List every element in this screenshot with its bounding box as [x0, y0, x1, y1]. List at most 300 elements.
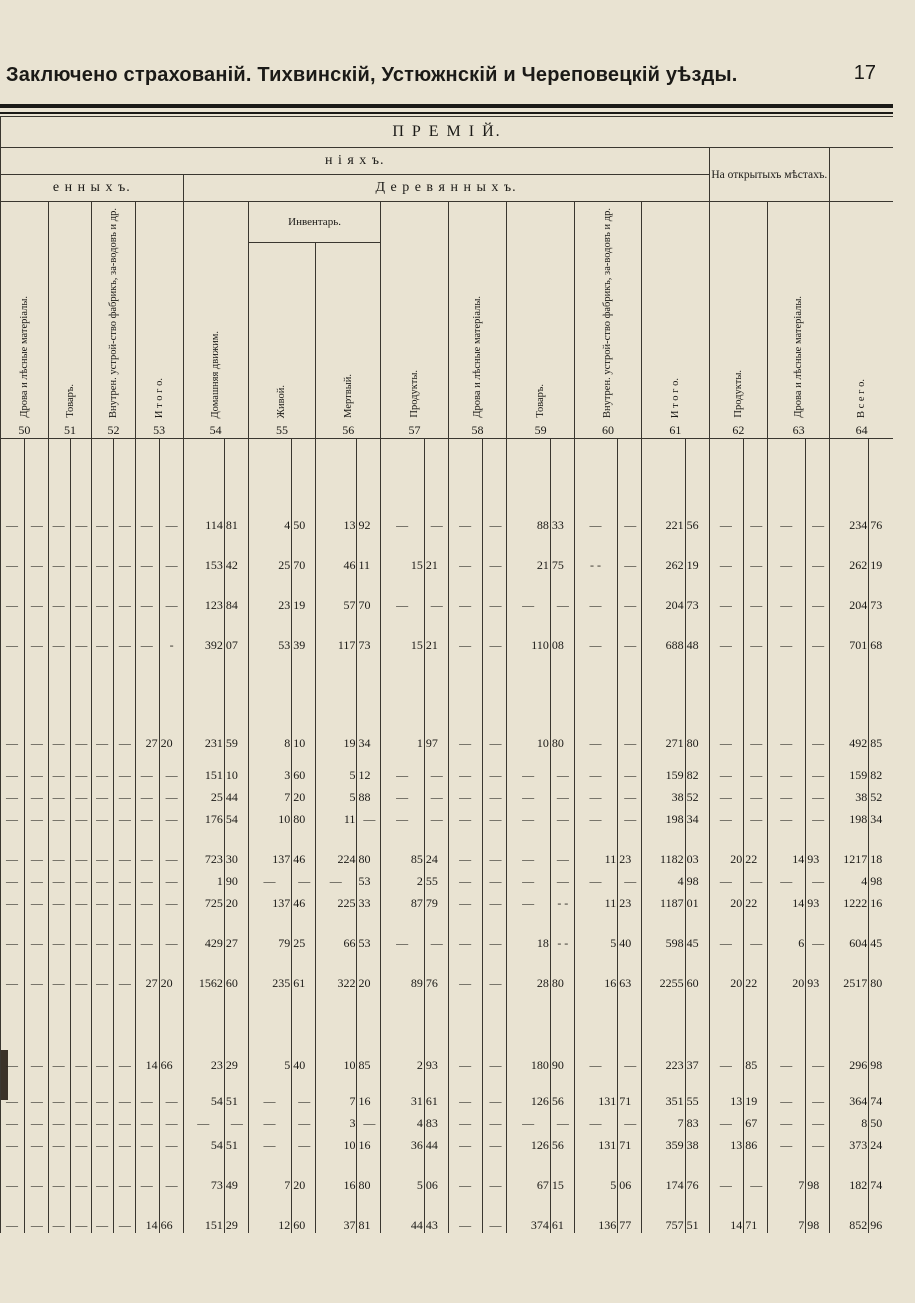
- kopeck-cell: —: [483, 1171, 507, 1193]
- ruble-cell: —: [768, 805, 806, 827]
- spacer-cell: [830, 991, 869, 1051]
- spacer-cell: [183, 1153, 224, 1171]
- col-53-header: И т о г о.: [135, 202, 183, 424]
- spacer-cell: [159, 751, 183, 761]
- ruble-cell: 359: [642, 1131, 685, 1153]
- spacer-cell: [357, 951, 381, 969]
- kopeck-cell: —: [114, 845, 136, 867]
- spacer-cell: [381, 573, 424, 591]
- kopeck-cell: - -: [550, 889, 574, 911]
- spacer-cell: [292, 827, 316, 845]
- spacer-cell: [744, 1193, 768, 1211]
- kopeck-cell: —: [806, 1051, 830, 1073]
- spacer-cell: [92, 827, 114, 845]
- kopeck-cell: —: [114, 889, 136, 911]
- spacer-cell: [316, 613, 357, 631]
- kopeck-cell: 61: [550, 1211, 574, 1233]
- spacer-cell: [483, 827, 507, 845]
- kopeck-cell: 98: [869, 1051, 893, 1073]
- ruble-cell: —: [1, 551, 25, 573]
- ruble-cell: —: [381, 805, 424, 827]
- kopeck-cell: —: [806, 867, 830, 889]
- spacer-cell: [830, 951, 869, 969]
- kopeck-cell: 56: [685, 511, 709, 533]
- ruble-cell: —: [709, 1051, 744, 1073]
- ruble-cell: —: [709, 805, 744, 827]
- kopeck-cell: —: [24, 729, 48, 751]
- col-59-header: Товаръ.: [507, 202, 574, 424]
- stone-header: е н н ы х ъ.: [1, 175, 184, 202]
- ruble-cell: 221: [642, 511, 685, 533]
- spacer-cell: [618, 951, 642, 969]
- table-body: [1, 439, 894, 1234]
- spacer-cell: [448, 613, 483, 631]
- kopeck-cell: 76: [424, 969, 448, 991]
- row-spacer: [1, 1073, 894, 1087]
- spacer-cell: [316, 751, 357, 761]
- ruble-cell: —: [135, 1109, 159, 1131]
- spacer-cell: [550, 439, 574, 512]
- spacer-cell: [114, 533, 136, 551]
- kopeck-cell: 73: [869, 591, 893, 613]
- spacer-cell: [448, 439, 483, 512]
- kopeck-cell: 93: [806, 889, 830, 911]
- kopeck-cell: —: [24, 867, 48, 889]
- spacer-cell: [550, 751, 574, 761]
- kopeck-cell: 25: [292, 929, 316, 951]
- ruble-cell: —: [768, 1131, 806, 1153]
- ruble-cell: 204: [830, 591, 869, 613]
- spacer-cell: [744, 911, 768, 929]
- ruble-cell: —: [768, 867, 806, 889]
- spacer-cell: [1, 1193, 25, 1211]
- kopeck-cell: 60: [685, 969, 709, 991]
- spacer-cell: [135, 653, 159, 729]
- kopeck-cell: 56: [550, 1087, 574, 1109]
- spacer-cell: [642, 573, 685, 591]
- spacer-cell: [183, 653, 224, 729]
- kopeck-cell: 96: [869, 1211, 893, 1233]
- ruble-cell: —: [135, 1131, 159, 1153]
- kopeck-cell: —: [70, 591, 92, 613]
- ruble-cell: 234: [830, 511, 869, 533]
- kopeck-cell: 59: [224, 729, 248, 751]
- kopeck-cell: —: [24, 1131, 48, 1153]
- spacer-cell: [869, 439, 893, 512]
- spacer-cell: [316, 1073, 357, 1087]
- kopeck-cell: 60: [224, 969, 248, 991]
- kopeck-cell: —: [24, 591, 48, 613]
- spacer-cell: [357, 991, 381, 1051]
- table-row: [1, 761, 894, 783]
- ruble-cell: —: [135, 845, 159, 867]
- ruble-cell: 262: [830, 551, 869, 573]
- spacer-cell: [24, 1153, 48, 1171]
- kopeck-cell: —: [114, 1131, 136, 1153]
- kopeck-cell: 76: [685, 1171, 709, 1193]
- spacer-cell: [618, 751, 642, 761]
- kopeck-cell: —: [114, 631, 136, 653]
- ruble-cell: 3: [316, 1109, 357, 1131]
- ruble-cell: 604: [830, 929, 869, 951]
- kopeck-cell: 50: [869, 1109, 893, 1131]
- ruble-cell: —: [92, 551, 114, 573]
- ruble-cell: 2: [381, 1051, 424, 1073]
- ruble-cell: 15: [381, 631, 424, 653]
- ruble-cell: 5: [248, 1051, 291, 1073]
- spacer-cell: [768, 1073, 806, 1087]
- ruble-cell: —: [709, 783, 744, 805]
- spacer-cell: [744, 613, 768, 631]
- ruble-cell: 27: [135, 729, 159, 751]
- kopeck-cell: —: [24, 631, 48, 653]
- kopeck-cell: 80: [550, 969, 574, 991]
- kopeck-cell: —: [114, 591, 136, 613]
- ruble-cell: —: [574, 511, 617, 533]
- spacer-cell: [114, 439, 136, 512]
- ruble-cell: 364: [830, 1087, 869, 1109]
- ruble-cell: —: [48, 845, 70, 867]
- ruble-cell: —: [1, 1171, 25, 1193]
- col-52-header: Внутрен. устрой-ство фабрикъ, за-водовъ и др.: [92, 202, 135, 424]
- kopeck-cell: —: [24, 969, 48, 991]
- kopeck-cell: —: [159, 845, 183, 867]
- ruble-cell: —: [709, 551, 744, 573]
- inventory-header: Инвентарь.: [248, 202, 381, 243]
- spacer-cell: [869, 991, 893, 1051]
- spacer-cell: [292, 911, 316, 929]
- kopeck-cell: 73: [357, 631, 381, 653]
- spacer-cell: [1, 911, 25, 929]
- spacer-cell: [224, 533, 248, 551]
- ruble-cell: 123: [183, 591, 224, 613]
- ruble-cell: —: [135, 511, 159, 533]
- spacer-cell: [744, 751, 768, 761]
- spacer-cell: [224, 827, 248, 845]
- spacer-cell: [424, 573, 448, 591]
- spacer-cell: [183, 613, 224, 631]
- spacer-cell: [183, 951, 224, 969]
- spacer-cell: [24, 1193, 48, 1211]
- kopeck-cell: 86: [744, 1131, 768, 1153]
- spacer-cell: [830, 439, 869, 512]
- spacer-cell: [92, 439, 114, 512]
- spacer-cell: [685, 1073, 709, 1087]
- kopeck-cell: —: [114, 761, 136, 783]
- ruble-cell: —: [316, 867, 357, 889]
- kopeck-cell: —: [114, 805, 136, 827]
- spacer-cell: [642, 827, 685, 845]
- ruble-cell: 180: [507, 1051, 550, 1073]
- ruble-cell: 13: [709, 1087, 744, 1109]
- ruble-cell: —: [135, 929, 159, 951]
- ruble-cell: 176: [183, 805, 224, 827]
- spacer-cell: [114, 1193, 136, 1211]
- kopeck-cell: —: [483, 1109, 507, 1131]
- header-rule-thin: [0, 112, 893, 114]
- spacer-cell: [381, 951, 424, 969]
- ruble-cell: 374: [507, 1211, 550, 1233]
- kopeck-cell: 85: [744, 1051, 768, 1073]
- spacer-cell: [248, 911, 291, 929]
- kopeck-cell: 33: [550, 511, 574, 533]
- col-number: 60: [574, 423, 641, 439]
- ruble-cell: 852: [830, 1211, 869, 1233]
- spacer-cell: [830, 1073, 869, 1087]
- ruble-cell: 4: [642, 867, 685, 889]
- ruble-cell: —: [1, 805, 25, 827]
- spacer-cell: [869, 533, 893, 551]
- kopeck-cell: —: [483, 783, 507, 805]
- spacer-cell: [768, 573, 806, 591]
- ruble-cell: —: [1, 729, 25, 751]
- kopeck-cell: —: [159, 867, 183, 889]
- spacer-cell: [48, 1153, 70, 1171]
- ruble-cell: 182: [830, 1171, 869, 1193]
- ruble-cell: 16: [316, 1171, 357, 1193]
- kopeck-cell: —: [70, 1131, 92, 1153]
- spacer-cell: [768, 827, 806, 845]
- kopeck-cell: —: [550, 845, 574, 867]
- spacer-cell: [159, 1153, 183, 1171]
- ruble-cell: 4: [381, 1109, 424, 1131]
- ruble-cell: —: [574, 805, 617, 827]
- ruble-cell: 235: [248, 969, 291, 991]
- spacer-cell: [806, 911, 830, 929]
- row-spacer: [1, 751, 894, 761]
- kopeck-cell: —: [744, 591, 768, 613]
- spacer-cell: [159, 911, 183, 929]
- spacer-cell: [1, 653, 25, 729]
- spacer-cell: [744, 951, 768, 969]
- kopeck-cell: 40: [292, 1051, 316, 1073]
- spacer-cell: [357, 1073, 381, 1087]
- spacer-cell: [642, 653, 685, 729]
- kopeck-cell: 75: [550, 551, 574, 573]
- spacer-cell: [114, 751, 136, 761]
- spacer-cell: [830, 751, 869, 761]
- spacer-cell: [550, 613, 574, 631]
- row-spacer: [1, 827, 894, 845]
- kopeck-cell: —: [806, 929, 830, 951]
- spacer-cell: [159, 613, 183, 631]
- kopeck-cell: —: [806, 1131, 830, 1153]
- ruble-cell: —: [709, 929, 744, 951]
- ruble-cell: —: [507, 867, 550, 889]
- spacer-cell: [424, 951, 448, 969]
- kopeck-cell: 33: [357, 889, 381, 911]
- kopeck-cell: 80: [685, 729, 709, 751]
- kopeck-cell: —: [159, 761, 183, 783]
- spacer-cell: [424, 533, 448, 551]
- ruble-cell: —: [448, 845, 483, 867]
- ruble-cell: —: [48, 889, 70, 911]
- ruble-cell: 159: [830, 761, 869, 783]
- spacer-cell: [685, 653, 709, 729]
- spacer-cell: [830, 613, 869, 631]
- kopeck-cell: —: [70, 1171, 92, 1193]
- spacer-cell: [806, 1153, 830, 1171]
- ruble-cell: 174: [642, 1171, 685, 1193]
- kopeck-cell: —: [70, 929, 92, 951]
- header-rule: [0, 104, 893, 108]
- kopeck-cell: —: [424, 929, 448, 951]
- ruble-cell: 137: [248, 845, 291, 867]
- kopeck-cell: 37: [685, 1051, 709, 1073]
- spacer-cell: [424, 439, 448, 512]
- ruble-cell: 11: [316, 805, 357, 827]
- ruble-cell: —: [448, 889, 483, 911]
- spacer-cell: [248, 827, 291, 845]
- spacer-cell: [24, 951, 48, 969]
- spacer-cell: [1, 533, 25, 551]
- ruble-cell: 1562: [183, 969, 224, 991]
- ruble-cell: —: [248, 1087, 291, 1109]
- ruble-cell: 137: [248, 889, 291, 911]
- kopeck-cell: 90: [224, 867, 248, 889]
- ruble-cell: 151: [183, 1211, 224, 1233]
- table-row: [1, 969, 894, 991]
- ruble-cell: 429: [183, 929, 224, 951]
- spacer-cell: [483, 1153, 507, 1171]
- ruble-cell: —: [1, 1211, 25, 1233]
- ruble-cell: 20: [768, 969, 806, 991]
- row-spacer: [1, 1193, 894, 1211]
- spacer-cell: [685, 613, 709, 631]
- ruble-cell: 7: [642, 1109, 685, 1131]
- spacer-cell: [830, 653, 869, 729]
- spacer-cell: [357, 613, 381, 631]
- spacer-cell: [292, 613, 316, 631]
- kopeck-cell: 01: [685, 889, 709, 911]
- ruble-cell: —: [507, 591, 550, 613]
- ruble-cell: 12: [248, 1211, 291, 1233]
- kopeck-cell: —: [618, 805, 642, 827]
- spacer-cell: [248, 439, 291, 512]
- spacer-cell: [292, 951, 316, 969]
- spacer-cell: [744, 1153, 768, 1171]
- ruble-cell: —: [768, 783, 806, 805]
- ruble-cell: —: [135, 1087, 159, 1109]
- row-spacer: [1, 991, 894, 1051]
- spacer-cell: [114, 1073, 136, 1087]
- spacer-cell: [224, 951, 248, 969]
- row-spacer: [1, 653, 894, 729]
- spacer-cell: [381, 1073, 424, 1087]
- spacer-cell: [744, 533, 768, 551]
- spacer-cell: [1, 613, 25, 631]
- spacer-cell: [92, 573, 114, 591]
- spacer-cell: [685, 827, 709, 845]
- kopeck-cell: —: [159, 591, 183, 613]
- kopeck-cell: 49: [224, 1171, 248, 1193]
- ruble-cell: 5: [316, 761, 357, 783]
- spacer-cell: [574, 653, 617, 729]
- spacer-cell: [507, 439, 550, 512]
- spacer-cell: [618, 991, 642, 1051]
- ruble-cell: —: [448, 1051, 483, 1073]
- ruble-cell: —: [381, 761, 424, 783]
- ruble-cell: 392: [183, 631, 224, 653]
- spacer-cell: [316, 911, 357, 929]
- kopeck-cell: —: [483, 551, 507, 573]
- ruble-cell: —: [574, 729, 617, 751]
- spacer-cell: [507, 991, 550, 1051]
- spacer-cell: [24, 827, 48, 845]
- ruble-cell: 8: [830, 1109, 869, 1131]
- ruble-cell: —: [448, 1211, 483, 1233]
- col-56-header: Мертвый.: [316, 243, 381, 423]
- spacer-cell: [48, 653, 70, 729]
- spacer-cell: [1, 573, 25, 591]
- ruble-cell: 114: [183, 511, 224, 533]
- ruble-cell: —: [768, 1087, 806, 1109]
- kopeck-cell: 20: [292, 1171, 316, 1193]
- kopeck-cell: —: [114, 867, 136, 889]
- ruble-cell: 14: [709, 1211, 744, 1233]
- ruble-cell: 204: [642, 591, 685, 613]
- table-row: [1, 1051, 894, 1073]
- sub1-title: н і я х ъ.: [1, 148, 710, 175]
- ruble-cell: —: [709, 511, 744, 533]
- spacer-cell: [550, 653, 574, 729]
- ruble-cell: —: [381, 591, 424, 613]
- spacer-cell: [224, 653, 248, 729]
- spacer-cell: [1, 1153, 25, 1171]
- spacer-cell: [618, 911, 642, 929]
- spacer-cell: [292, 533, 316, 551]
- kopeck-cell: 50: [292, 511, 316, 533]
- spacer-cell: [70, 1153, 92, 1171]
- kopeck-cell: —: [292, 867, 316, 889]
- spacer-cell: [448, 533, 483, 551]
- spacer-cell: [869, 1193, 893, 1211]
- spacer-cell: [642, 751, 685, 761]
- ruble-cell: 14: [135, 1211, 159, 1233]
- ruble-cell: —: [768, 591, 806, 613]
- spacer-cell: [642, 439, 685, 512]
- ruble-cell: —: [448, 761, 483, 783]
- spacer-cell: [424, 1153, 448, 1171]
- kopeck-cell: 44: [424, 1131, 448, 1153]
- ruble-cell: —: [48, 805, 70, 827]
- spacer-cell: [70, 951, 92, 969]
- kopeck-cell: 98: [806, 1211, 830, 1233]
- kopeck-cell: —: [114, 1171, 136, 1193]
- kopeck-cell: —: [357, 805, 381, 827]
- ruble-cell: 44: [381, 1211, 424, 1233]
- spacer-cell: [381, 1153, 424, 1171]
- ruble-cell: 231: [183, 729, 224, 751]
- ruble-cell: —: [48, 631, 70, 653]
- kopeck-cell: -: [159, 631, 183, 653]
- col-number: 51: [48, 423, 91, 439]
- table-header-row: [1, 202, 894, 243]
- col-number: 55: [248, 423, 315, 439]
- spacer-cell: [574, 439, 617, 512]
- spacer-cell: [685, 911, 709, 929]
- spacer-cell: [642, 613, 685, 631]
- spacer-cell: [114, 827, 136, 845]
- ruble-cell: —: [92, 631, 114, 653]
- spacer-cell: [92, 613, 114, 631]
- ruble-cell: —: [448, 551, 483, 573]
- kopeck-cell: —: [550, 867, 574, 889]
- kopeck-cell: 30: [224, 845, 248, 867]
- ruble-cell: 54: [183, 1087, 224, 1109]
- kopeck-cell: 71: [618, 1087, 642, 1109]
- kopeck-cell: —: [806, 1109, 830, 1131]
